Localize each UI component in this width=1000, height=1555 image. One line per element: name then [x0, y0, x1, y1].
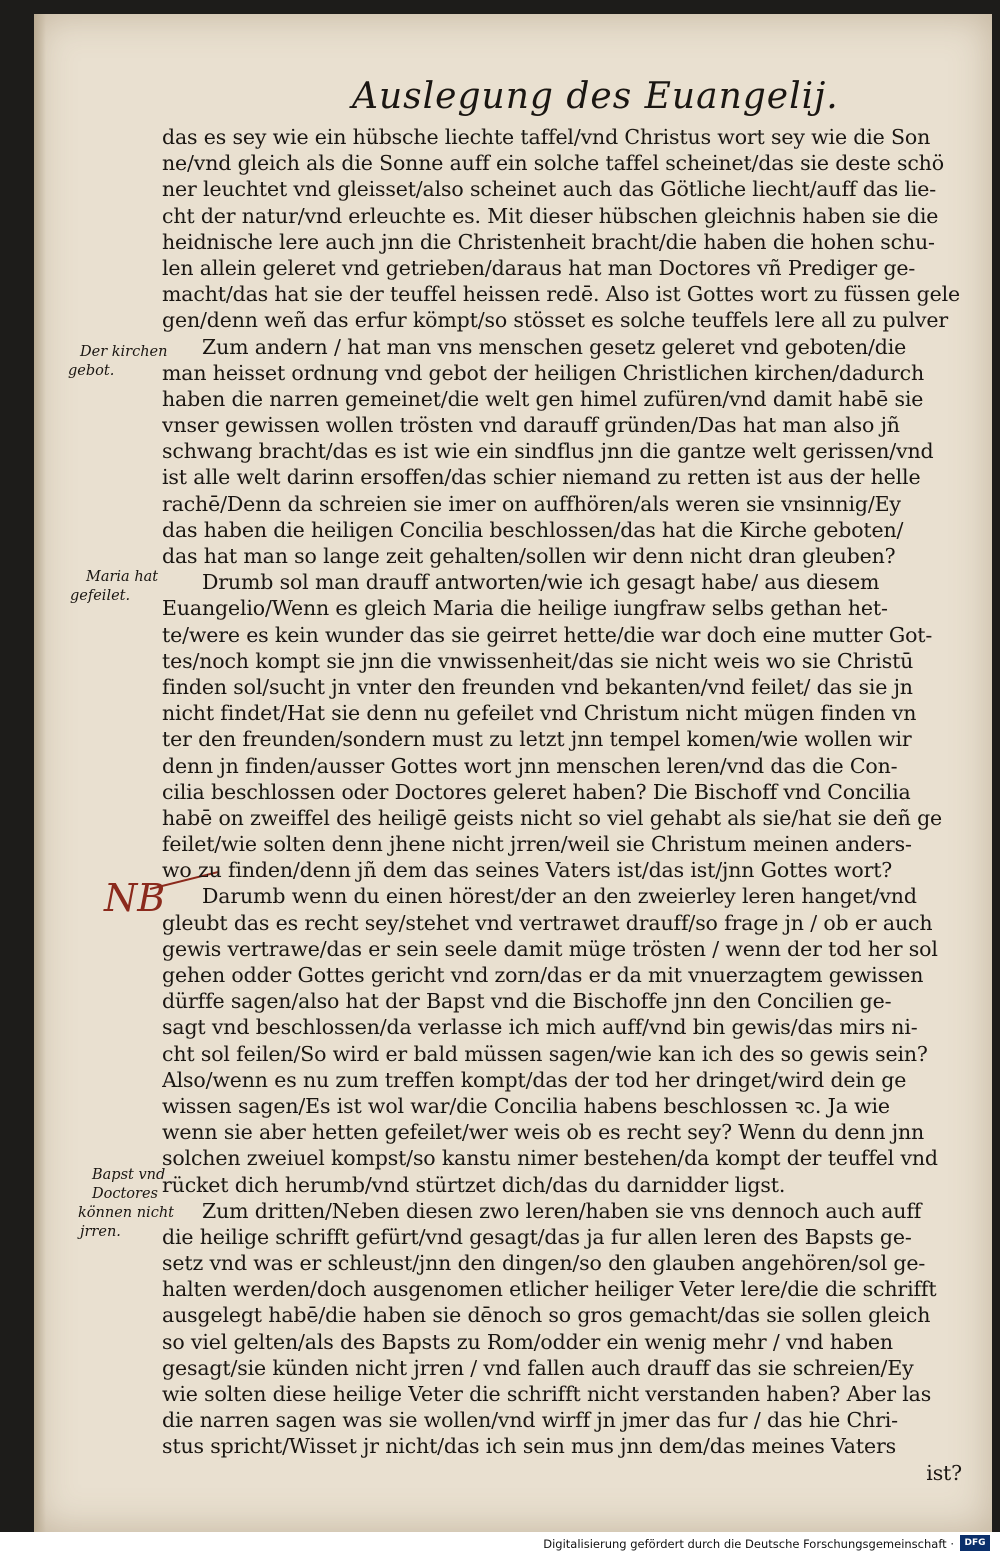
- text-line: dürffe sagen/also hat der Bapst vnd die Bischoffe jnn den Concilien ge-: [162, 989, 892, 1014]
- footer-credit: Digitalisierung gefördert durch die Deutsche Forschungsgemeinschaft ·: [543, 1537, 954, 1551]
- margin-note-line: gebot.: [68, 363, 115, 379]
- text-line: gehen odder Gottes gericht vnd zorn/das er da mit vnuerzagtem gewissen: [162, 963, 924, 987]
- text-line: wissen sagen/Es ist wol war/die Concilia habens beschlossen ꝛc. Ja wie: [162, 1093, 890, 1118]
- text-line: heidnische lere auch jnn die Christenheit bracht/die haben die hohen schu-: [162, 229, 935, 254]
- text-line: setz vnd was er schleust/jnn den dingen/so den glauben angehören/sol ge-: [162, 1251, 926, 1276]
- text-line: ausgelegt habē/die haben sie dēnoch so gros gemacht/das sie sollen gleich: [162, 1303, 931, 1328]
- text-line: gen/denn weñ das erfur kömpt/so stösset es solche teuffels lere all zu pulver: [162, 308, 948, 333]
- margin-note-kirchen-gebot: [68, 343, 168, 381]
- text-line: denn jn finden/ausser Gottes wort jnn menschen leren/vnd das die Con-: [162, 753, 898, 778]
- text-line: das hat man so lange zeit gehalten/sollen wir denn nicht dran gleuben?: [162, 544, 896, 568]
- text-line: cht sol feilen/So wird er bald müssen sagen/wie kan ich des so gewis sein?: [162, 1041, 928, 1066]
- footer-bar: [0, 1532, 1000, 1555]
- margin-note-maria: [70, 568, 159, 606]
- text-line: gewis vertrawe/das er sein seele damit müge trösten / wenn der tod her sol: [162, 936, 938, 961]
- text-line: cilia beschlossen oder Doctores geleret haben? Die Bischoff vnd Concilia: [162, 779, 911, 804]
- text-line: Euangelio/Wenn es gleich Maria die heilige iungfraw selbs gethan het-: [162, 596, 888, 621]
- text-line: man heisset ordnung vnd gebot der heiligen Christlichen kirchen/dadurch: [162, 360, 925, 385]
- text-line: ne/vnd gleich als die Sonne auff ein solche taffel scheinet/das sie deste schö: [162, 151, 944, 176]
- text-line: te/were es kein wunder das sie geirret hette/die war doch eine mutter Got-: [162, 622, 933, 647]
- margin-note-line: Bapst vnd: [92, 1167, 166, 1183]
- text-line: gesagt/sie künden nicht jrren / vnd fallen auch drauff das sie schreien/Ey: [162, 1355, 914, 1380]
- text-line: so viel gelten/als des Bapsts zu Rom/odder ein wenig mehr / vnd haben: [162, 1329, 893, 1354]
- handwritten-nota-bene: NB: [104, 876, 166, 920]
- margin-note-line: können nicht: [78, 1205, 174, 1221]
- text-line: habē on zweiffel des heiligē geists nicht so viel gehabt als sie/hat sie deñ ge: [162, 805, 943, 830]
- text-line: Darumb wenn du einen hörest/der an den zweierley leren hanget/vnd: [202, 884, 917, 909]
- text-line: ter den freunden/sondern must zu letzt jnn tempel komen/wie wollen wir: [162, 727, 912, 752]
- text-line: ist alle welt darinn ersoffen/das schier niemand zu retten ist aus der helle: [162, 465, 921, 490]
- text-line: die heilige schrifft gefürt/vnd gesagt/das ja fur allen leren des Bapsts ge-: [162, 1224, 912, 1249]
- text-line: Also/wenn es nu zum treffen kompt/das der tod her dringet/wird dein ge: [162, 1067, 907, 1092]
- margin-note-line: Der kirchen: [80, 344, 168, 360]
- text-line: die narren sagen was sie wollen/vnd wirff jn jmer das fur / das hie Chri-: [162, 1408, 898, 1433]
- text-line: rachē/Denn da schreien sie imer on auffhören/als weren sie vnsinnig/Ey: [162, 491, 901, 516]
- margin-note-line: Maria hat: [86, 569, 159, 585]
- text-line: sagt vnd beschlossen/da verlasse ich mich auff/vnd bin gewis/das mirs ni-: [162, 1015, 918, 1040]
- text-line: nicht findet/Hat sie denn nu gefeilet vnd Christum nicht mügen finden vn: [162, 701, 917, 726]
- text-line: gleubt das es recht sey/stehet vnd vertrawet drauff/so frage jn / ob er auch: [162, 910, 933, 935]
- text-line: haben die narren gemeinet/die welt gen himel zufüren/vnd damit habē sie: [162, 386, 924, 411]
- text-line: das haben die heiligen Concilia beschlossen/das hat die Kirche geboten/: [162, 517, 904, 542]
- text-line: schwang bracht/das es ist wie ein sindflus jnn die gantze welt gerissen/vnd: [162, 439, 934, 464]
- text-line: stus spricht/Wisset jr nicht/das ich sein mus jnn dem/das meines Vaters: [162, 1434, 896, 1459]
- text-line: cht der natur/vnd erleuchte es. Mit dieser hübschen gleichnis haben sie die: [162, 203, 939, 228]
- text-line: macht/das hat sie der teuffel heissen redē. Also ist Gottes wort zu füssen gele: [162, 282, 960, 307]
- text-line: tes/noch kompt sie jnn die vnwissenheit/das sie nicht weis wo sie Christū: [162, 648, 914, 673]
- margin-note-line: jrren.: [80, 1224, 121, 1240]
- text-line: wo zu finden/denn jñ dem das seines Vaters ist/das ist/jnn Gottes wort?: [162, 858, 893, 883]
- margin-note-line: gefeilet.: [70, 588, 131, 604]
- text-line: Drumb sol man drauff antworten/wie ich gesagt habe/ aus diesem: [202, 570, 880, 595]
- text-line: feilet/wie solten denn jhene nicht jrren/weil sie Christum meinen anders-: [162, 832, 912, 857]
- text-line: wenn sie aber hetten gefeilet/wer weis ob es recht sey? Wenn du denn jnn: [162, 1120, 925, 1145]
- text-line: wie solten diese heilige Veter die schrifft nicht verstanden haben? Aber las: [162, 1382, 932, 1406]
- dfg-logo: DFG: [960, 1535, 990, 1551]
- text-line: rücket dich herumb/vnd stürtzet dich/das du darnidder ligst.: [162, 1172, 786, 1197]
- main-text-block: [162, 124, 962, 1486]
- page-gutter-shadow: [34, 14, 46, 1532]
- text-line: ist?: [926, 1460, 962, 1485]
- text-line: vnser gewissen wollen trösten vnd darauff gründen/Das hat man also jñ: [162, 413, 900, 438]
- text-line: len allein geleret vnd getrieben/daraus hat man Doctores vñ Prediger ge-: [162, 255, 916, 280]
- margin-note-line: Doctores: [92, 1186, 158, 1202]
- text-line: ner leuchtet vnd gleisset/also scheinet auch das Götliche liecht/auff das lie-: [162, 177, 937, 202]
- running-header: Auslegung des Euangelij.: [352, 76, 839, 117]
- text-line: das es sey wie ein hübsche liechte taffel/vnd Christus wort sey wie die Son: [162, 125, 931, 149]
- text-line: halten werden/doch ausgenomen etlicher heiliger Veter lere/die die schrifft: [162, 1277, 937, 1302]
- text-line: Zum andern / hat man vns menschen gesetz geleret vnd geboten/die: [202, 334, 907, 359]
- text-line: Zum dritten/Neben diesen zwo leren/haben sie vns dennoch auch auff: [202, 1198, 922, 1223]
- text-line: solchen zweiuel kompst/so kanstu nimer bestehen/da kompt der teuffel vnd: [162, 1146, 938, 1171]
- text-line: finden sol/sucht jn vnter den freunden vnd bekanten/vnd feilet/ das sie jn: [162, 674, 913, 699]
